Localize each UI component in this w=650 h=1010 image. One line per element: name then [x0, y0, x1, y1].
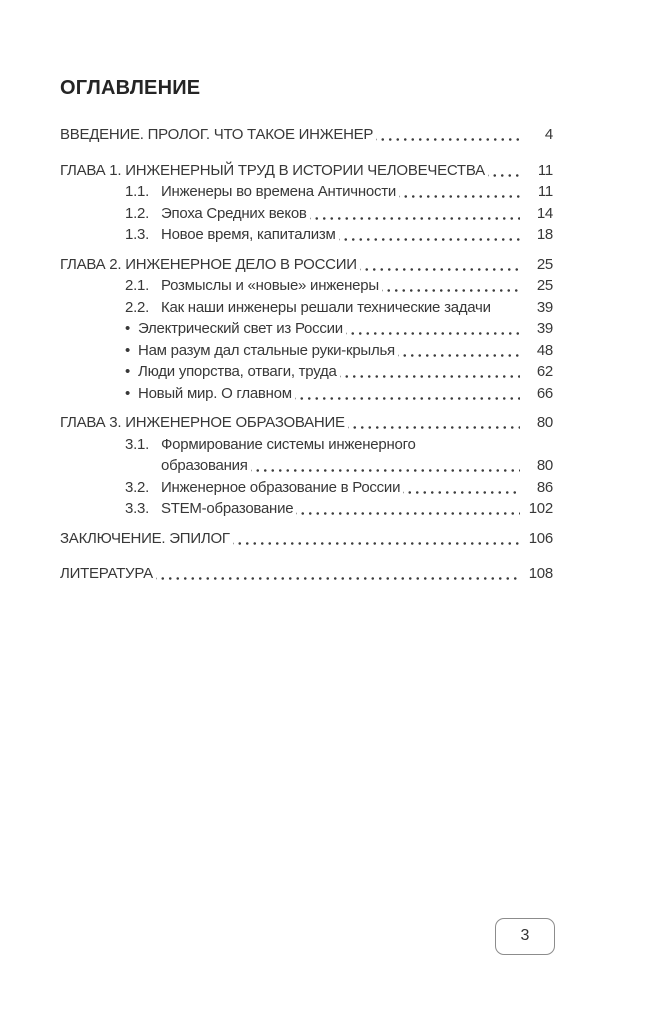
toc-entry-label: Формирование системы инженерного	[161, 435, 416, 453]
toc-entry	[60, 361, 553, 383]
dot-leader	[382, 275, 520, 297]
toc-entry-label: Эпоха Средних веков	[161, 204, 307, 222]
toc-entry	[60, 124, 553, 146]
toc-entry-page: 18	[536, 226, 553, 243]
toc-entry-label: Инженеры во времена Античности	[161, 183, 396, 200]
toc-entry-page: 11	[537, 183, 553, 200]
toc-entry-number: 1.1.	[125, 183, 150, 200]
table-of-contents	[60, 124, 553, 585]
toc-entry-page: 80	[536, 457, 553, 474]
toc-entry	[60, 160, 553, 182]
dot-leader	[488, 160, 520, 182]
dot-leader	[494, 297, 520, 319]
toc-entry-number: 3.1.	[125, 435, 150, 453]
page-number: 3	[520, 927, 530, 944]
dot-leader	[399, 181, 520, 203]
toc-entry-label: ЛИТЕРАТУРА	[60, 565, 153, 582]
toc-entry-label: образования	[161, 457, 248, 474]
toc-entry-label: STEM-образование	[161, 500, 294, 517]
toc-entry-page: 86	[536, 478, 553, 496]
toc-entry-label: ГЛАВА 2. ИНЖЕНЕРНОЕ ДЕЛО В РОССИИ	[60, 255, 357, 273]
toc-entry	[60, 254, 553, 276]
dot-leader	[340, 361, 520, 383]
bullet-icon: •	[125, 341, 131, 359]
toc-entry	[60, 434, 553, 456]
toc-entry-page: 39	[536, 298, 553, 316]
toc-entry	[60, 275, 553, 297]
toc-entry-page: 48	[536, 341, 553, 359]
toc-entry-number: 3.3.	[125, 500, 150, 517]
toc-entry-label: ВВЕДЕНИЕ. ПРОЛОГ. ЧТО ТАКОЕ ИНЖЕНЕР	[60, 126, 374, 143]
toc-entry-page: 108	[528, 565, 553, 582]
dot-leader	[233, 528, 520, 550]
dot-leader	[339, 224, 520, 246]
toc-entry-label: Как наши инженеры решали технические задачи	[161, 298, 491, 316]
toc-entry	[60, 383, 553, 405]
toc-entry	[60, 498, 553, 520]
page-number-box	[495, 918, 555, 955]
dot-leader	[348, 412, 520, 434]
toc-entry-label: ЗАКЛЮЧЕНИЕ. ЭПИЛОГ	[60, 529, 230, 547]
toc-entry-page: 39	[536, 320, 553, 337]
toc-entry	[60, 412, 553, 434]
toc-entry	[60, 340, 553, 362]
page-title: ОГЛАВЛЕНИЕ	[60, 77, 201, 99]
toc-entry-number: 2.2.	[125, 298, 150, 316]
toc-entry-label: Люди упорства, отваги, труда	[138, 363, 337, 380]
toc-entry-label: Электрический свет из России	[138, 320, 343, 337]
toc-entry-page: 11	[537, 161, 553, 179]
toc-entry-page: 25	[536, 277, 553, 294]
dot-leader	[376, 124, 520, 146]
dot-leader	[403, 477, 520, 499]
toc-entry-number: 2.1.	[125, 277, 150, 294]
toc-entry-label: Инженерное образование в России	[161, 478, 401, 496]
bullet-icon: •	[125, 363, 131, 380]
toc-entry	[60, 224, 553, 246]
toc-entry-label: Новый мир. О главном	[138, 384, 292, 402]
toc-entry-label: Новое время, капитализм	[161, 226, 336, 243]
toc-entry-number: 1.3.	[125, 226, 150, 243]
dot-leader	[419, 434, 520, 456]
toc-entry	[60, 203, 553, 225]
toc-entry	[60, 477, 553, 499]
toc-entry	[60, 297, 553, 319]
toc-entry-label: ГЛАВА 1. ИНЖЕНЕРНЫЙ ТРУД В ИСТОРИИ ЧЕЛОВЕЧЕСТВА	[60, 161, 485, 179]
dot-leader	[346, 318, 520, 340]
toc-entry-number: 1.2.	[125, 204, 150, 222]
toc-entry	[60, 563, 553, 585]
toc-entry	[60, 181, 553, 203]
dot-leader	[296, 498, 520, 520]
dot-leader	[360, 254, 520, 276]
toc-entry-page: 80	[536, 414, 553, 431]
dot-leader	[295, 383, 520, 405]
toc-entry-page: 4	[544, 126, 553, 143]
dot-leader	[156, 563, 520, 585]
toc-entry-label: ГЛАВА 3. ИНЖЕНЕРНОЕ ОБРАЗОВАНИЕ	[60, 414, 345, 431]
toc-entry-page: 102	[528, 500, 553, 517]
bullet-icon: •	[125, 384, 131, 402]
toc-entry-page: 62	[536, 363, 553, 380]
toc-entry-number: 3.2.	[125, 478, 150, 496]
toc-entry-label: Розмыслы и «новые» инженеры	[161, 277, 379, 294]
dot-leader	[251, 455, 520, 477]
toc-entry-page: 106	[528, 529, 553, 547]
toc-entry-page: 25	[536, 255, 553, 273]
toc-entry-page: 66	[536, 384, 553, 402]
toc-entry	[60, 528, 553, 550]
toc-entry-label: Нам разум дал стальные руки-крылья	[138, 341, 395, 359]
dot-leader	[310, 203, 520, 225]
toc-entry-page: 14	[536, 204, 553, 222]
toc-entry	[60, 318, 553, 340]
toc-entry	[60, 455, 553, 477]
bullet-icon: •	[125, 320, 131, 337]
dot-leader	[398, 340, 520, 362]
